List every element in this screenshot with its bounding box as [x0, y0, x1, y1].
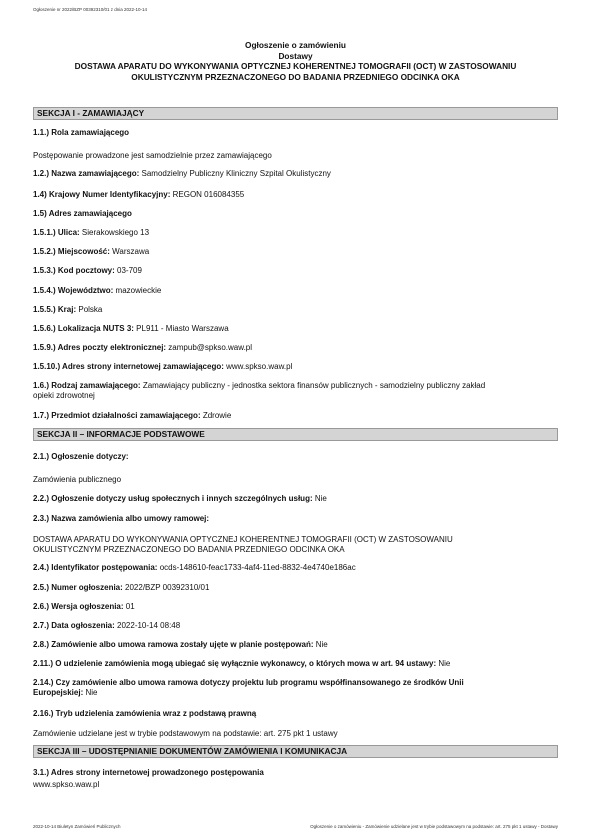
field-value: Zdrowie	[200, 411, 232, 420]
field-value: PL911 - Miasto Warszawa	[133, 324, 229, 333]
field-label: 2.5.) Numer ogłoszenia:	[33, 583, 123, 592]
field-label: 1.5.1.) Ulica:	[33, 228, 80, 237]
field-1-5-3	[33, 266, 558, 276]
section-2-header: SEKCJA II – INFORMACJE PODSTAWOWE	[33, 428, 558, 441]
document-header-line: Ogłoszenie nr 2022/BZP 00392310/01 z dnia 2022-10-14	[33, 7, 148, 12]
field-value: Nie	[436, 659, 451, 668]
field-label: 2.14.) Czy zamówienie albo umowa ramowa dotyczy projektu lub programu współfinansowanego ze środków Unii	[33, 678, 464, 687]
field-1-5-2	[33, 247, 558, 257]
field-value: 01	[123, 602, 135, 611]
section-1-header: SEKCJA I - ZAMAWIAJĄCY	[33, 107, 558, 120]
field-3-1-value: www.spkso.waw.pl	[33, 780, 100, 789]
field-value: Polska	[76, 305, 103, 314]
footer-right: Ogłoszenie o zamówieniu - Zamówienie udzielane jest w trybie podstawowym na podstawie: art. 275 pkt 1 ustawy - Dostawy	[310, 824, 558, 829]
field-label: 1.2.) Nazwa zamawiającego:	[33, 169, 140, 178]
field-value-line-2: OKULISTYCZNYM PRZEZNACZONEGO DO BADANIA PRZEDNIEGO ODCINKA OKA	[33, 545, 345, 555]
field-label: 1.5.10.) Adres strony internetowej zamawiającego:	[33, 362, 224, 371]
field-value: 03-709	[114, 266, 142, 275]
field-label-continued: Europejskiej:	[33, 688, 84, 698]
field-value: Sierakowskiego 13	[79, 228, 150, 237]
field-1-5-10	[33, 362, 558, 372]
field-1-5-9	[33, 343, 558, 353]
title-line-2: Dostawy	[278, 50, 313, 61]
document-title	[33, 40, 558, 82]
field-label: 2.8.) Zamówienie albo umowa ramowa zostały ujęte w planie postępowań:	[33, 640, 314, 649]
field-value-line-1: DOSTAWA APARATU DO WYKONYWANIA OPTYCZNEJ KOHERENTNEJ TOMOGRAFII (OCT) W ZASTOSOWANIU	[33, 535, 453, 544]
title-line-4: OKULISTYCZNYM PRZEZNACZONEGO DO BADANIA PRZEDNIEGO ODCINKA OKA	[131, 71, 460, 82]
field-label: 2.2.) Ogłoszenie dotyczy usług społecznych i innych szczególnych usług:	[33, 494, 313, 503]
field-1-5-label: 1.5) Adres zamawiającego	[33, 209, 132, 218]
field-value: ocds-148610-feac1733-4af4-11ed-8832-4e4740e186ac	[157, 563, 356, 572]
field-value: Samodzielny Publiczny Kliniczny Szpital Okulistyczny	[139, 169, 331, 178]
field-1-1-label: 1.1.) Rola zamawiającego	[33, 128, 130, 137]
field-value: Warszawa	[109, 247, 150, 256]
field-1-5-6	[33, 324, 558, 334]
field-2-1-label: 2.1.) Ogłoszenie dotyczy:	[33, 452, 129, 461]
field-1-2	[33, 169, 558, 179]
field-value: Nie	[312, 494, 327, 503]
field-1-6	[33, 381, 558, 402]
field-label: 1.5.9.) Adres poczty elektronicznej:	[33, 343, 167, 352]
field-2-11	[33, 659, 558, 669]
email-value: zampub@spkso.waw.pl	[166, 343, 253, 352]
field-2-4	[33, 563, 558, 573]
field-label: 1.7.) Przedmiot działalności zamawiającego:	[33, 411, 201, 420]
field-value-continued: opieki zdrowotnej	[33, 391, 95, 401]
field-2-5	[33, 583, 558, 593]
website-value: www.spkso.waw.pl	[223, 362, 293, 371]
field-value: Nie	[83, 688, 98, 698]
field-label: 2.7.) Data ogłoszenia:	[33, 621, 115, 630]
field-2-7	[33, 621, 558, 631]
field-value: REGON 016084355	[170, 190, 245, 199]
field-label: 1.5.2.) Miejscowość:	[33, 247, 110, 256]
section-3-header: SEKCJA III – UDOSTĘPNIANIE DOKUMENTÓW ZAMÓWIENIA I KOMUNIKACJA	[33, 745, 558, 758]
field-label: 2.4.) Identyfikator postępowania:	[33, 563, 158, 572]
field-2-1-value: Zamówienia publicznego	[33, 475, 122, 484]
field-value: mazowieckie	[113, 286, 162, 295]
field-value: 2022-10-14 08:48	[114, 621, 181, 630]
field-1-5-1	[33, 228, 558, 238]
field-label: 1.5.6.) Lokalizacja NUTS 3:	[33, 324, 134, 333]
field-2-3-label: 2.3.) Nazwa zamówienia albo umowy ramowej:	[33, 514, 210, 523]
field-value: 2022/BZP 00392310/01	[122, 583, 210, 592]
field-1-5-4	[33, 286, 558, 296]
field-2-2	[33, 494, 558, 504]
field-label: 2.6.) Wersja ogłoszenia:	[33, 602, 124, 611]
field-2-16-value: Zamówienie udzielane jest w trybie podstawowym na podstawie: art. 275 pkt 1 ustawy	[33, 729, 338, 738]
field-label: 1.5.4.) Województwo:	[33, 286, 114, 295]
field-3-1-label: 3.1.) Adres strony internetowej prowadzonego postępowania	[33, 768, 264, 777]
field-2-6	[33, 602, 558, 612]
field-label: 1.5.5.) Kraj:	[33, 305, 77, 314]
title-line-3: DOSTAWA APARATU DO WYKONYWANIA OPTYCZNEJ KOHERENTNEJ TOMOGRAFII (OCT) W ZASTOSOWANIU	[74, 61, 517, 72]
field-2-8	[33, 640, 558, 650]
footer-left: 2022-10-14 Biuletyn Zamówień Publicznych	[33, 824, 121, 829]
field-1-4	[33, 190, 558, 200]
field-label: 1.5.3.) Kod pocztowy:	[33, 266, 115, 275]
field-1-7	[33, 411, 558, 421]
field-2-16-label: 2.16.) Tryb udzielenia zamówienia wraz z podstawą prawną	[33, 709, 257, 718]
field-value: Nie	[313, 640, 328, 649]
field-1-1-value: Postępowanie prowadzone jest samodzielnie przez zamawiającego	[33, 151, 272, 160]
title-line-1: Ogłoszenie o zamówieniu	[245, 40, 346, 50]
field-1-5-5	[33, 305, 558, 315]
field-2-14	[33, 678, 558, 699]
field-value: Zamawiający publiczny - jednostka sektora finansów publicznych - samodzielny publiczny zakład	[140, 381, 486, 390]
field-label: 2.11.) O udzielenie zamówienia mogą ubiegać się wyłącznie wykonawcy, o których mowa w art. 94 ustawy:	[33, 659, 437, 668]
field-label: 1.6.) Rodzaj zamawiającego:	[33, 381, 141, 390]
field-2-3-value	[33, 535, 558, 556]
field-label: 1.4) Krajowy Numer Identyfikacyjny:	[33, 190, 171, 199]
